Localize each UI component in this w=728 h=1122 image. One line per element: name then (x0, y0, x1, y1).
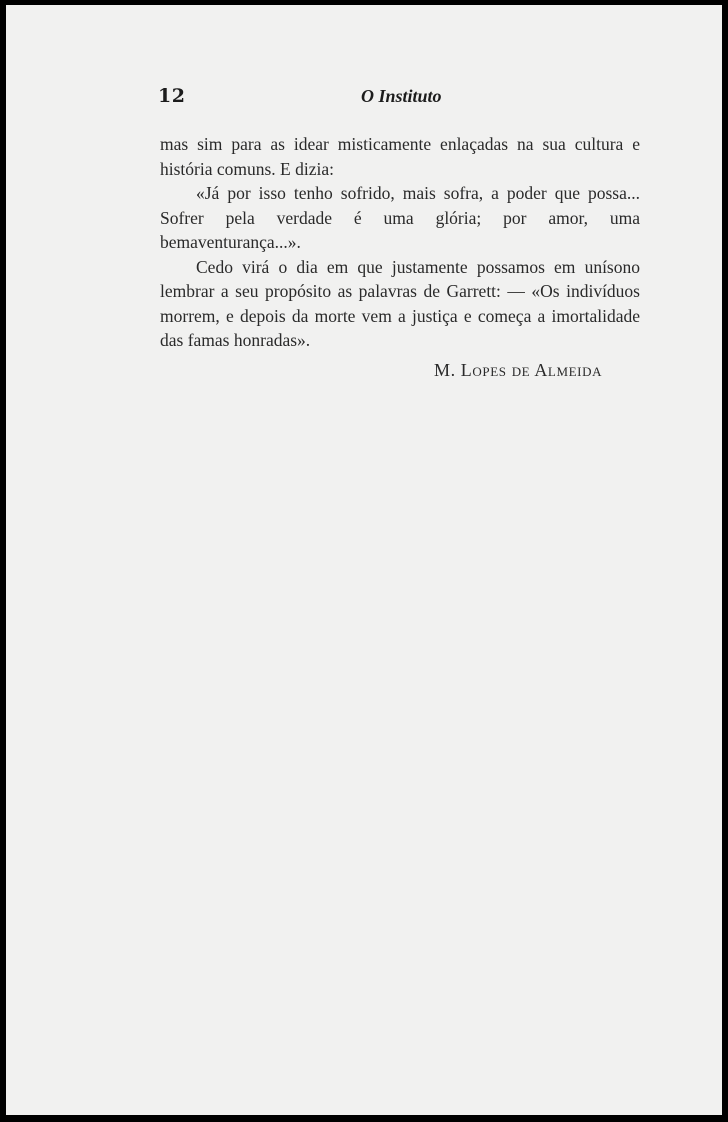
paragraph-quote: «Já por isso tenho sofrido, mais sofra, a poder que possa... Sofrer pela verdade é uma glória; por amor, uma bemaventurança...». (160, 183, 640, 252)
page-number: 12 (158, 85, 186, 107)
running-title: O Instituto (361, 86, 442, 106)
paragraph-continuation: mas sim para as idear misticamente enlaçadas na sua cultura e história comuns. E dizia: (160, 134, 640, 179)
author-signature: M. Lopes de Almeida (434, 360, 603, 380)
book-page (6, 5, 722, 1115)
paragraph-closing: Cedo virá o dia em que justamente possamos em unísono lembrar a seu propósito as palavras de Garrett: — «Os indivíduos morrem, e depois da morte vem a justiça e começa a imortalidade das famas honradas». (160, 256, 640, 350)
body-text (160, 132, 640, 353)
